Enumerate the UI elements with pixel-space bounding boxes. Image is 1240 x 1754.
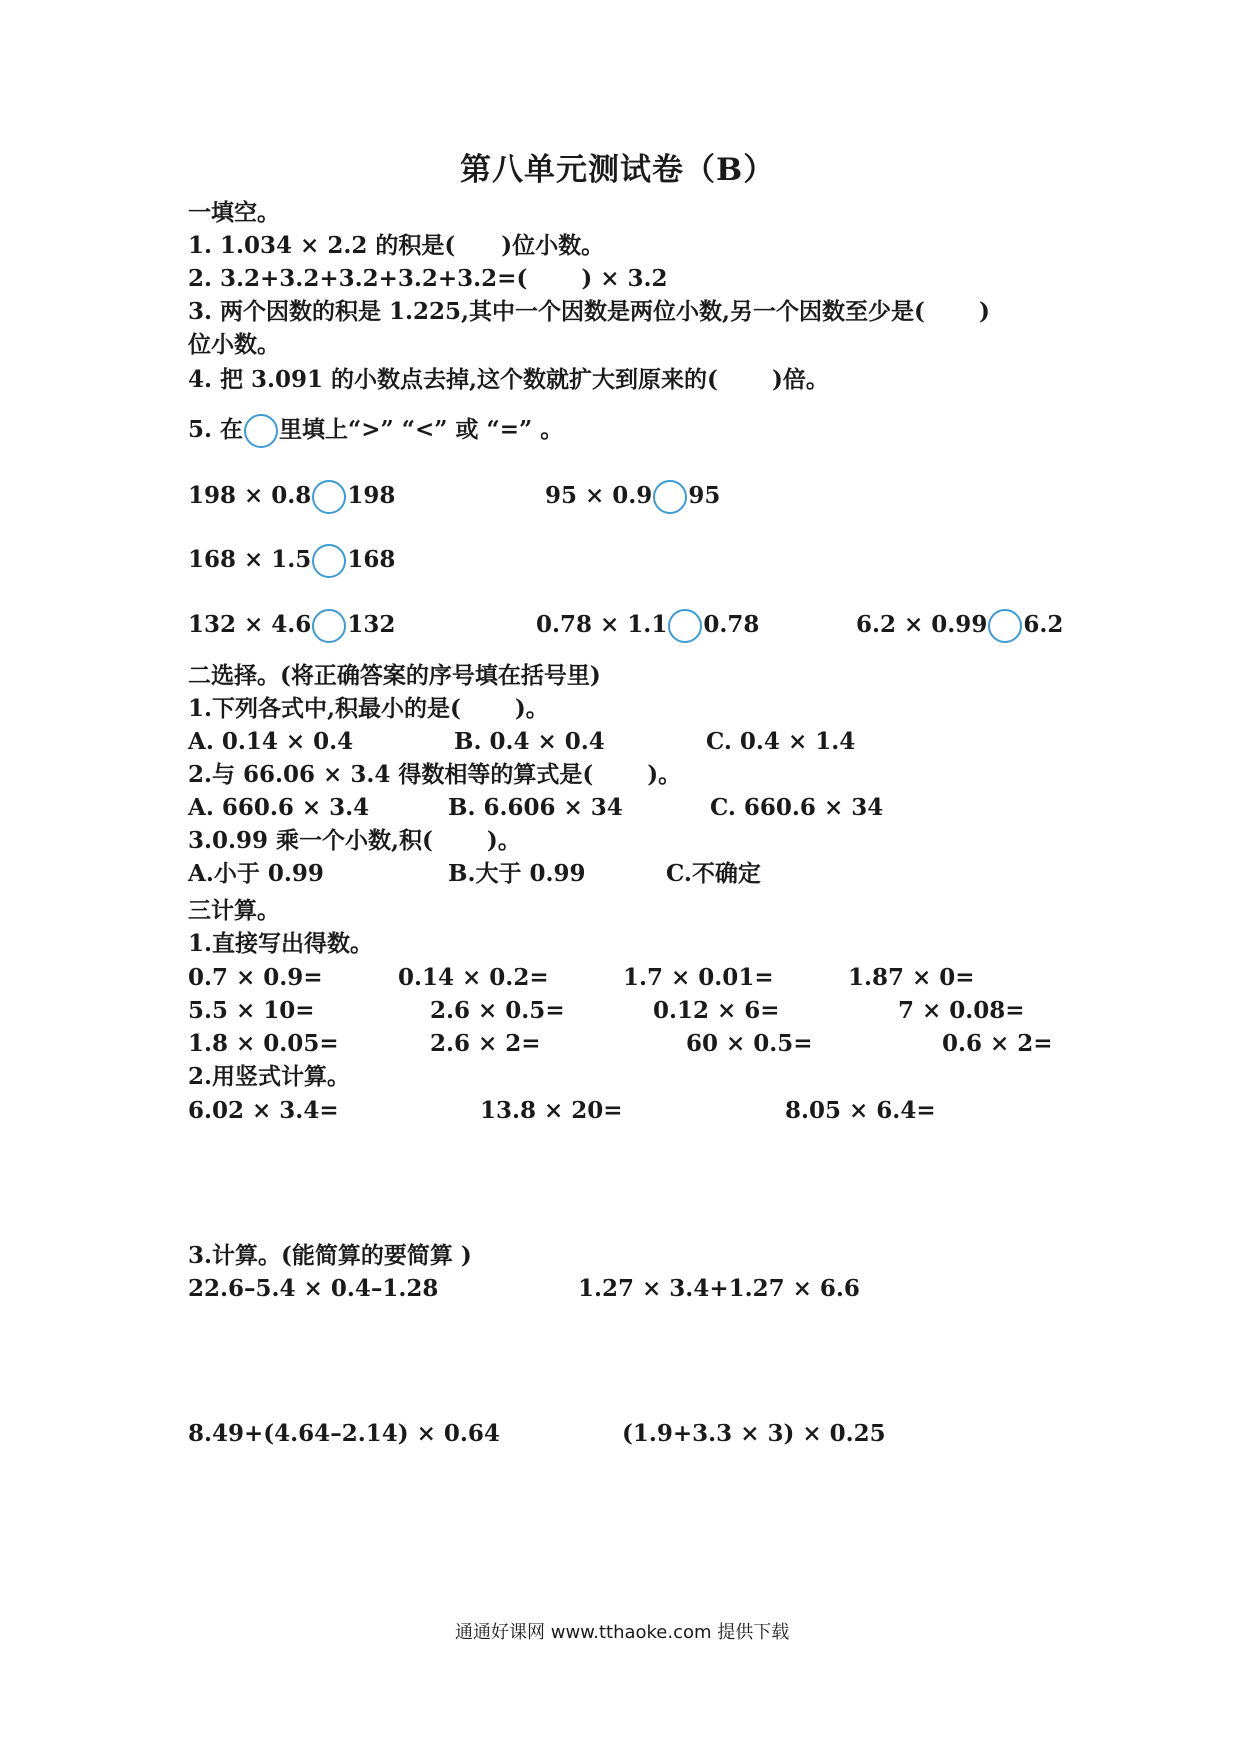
compare-right: 6.2 [1023, 611, 1064, 638]
compare-left: 6.2 × 0.99 [856, 611, 988, 638]
compare-item [856, 609, 1063, 643]
compare-right: 132 [347, 611, 396, 638]
compare-left: 0.78 × 1.1 [536, 611, 668, 638]
s1-question-3: 3. 两个因数的积是 1.225,其中一个因数是两位小数,另一个因数至少是( ) [188, 298, 990, 325]
s2-q1-option-a: A. 0.14 × 0.4 [188, 728, 354, 755]
s2-question-2: 2.与 66.06 × 3.4 得数相等的算式是( )。 [188, 761, 682, 788]
compare-circle-input[interactable] [312, 544, 346, 578]
compare-right: 0.78 [703, 611, 760, 638]
q5-prefix: 5. 在 [188, 416, 244, 443]
compare-circle-input[interactable] [653, 480, 687, 514]
compare-right: 168 [347, 546, 396, 573]
simplify-calc-item: 1.27 × 3.4+1.27 × 6.6 [578, 1275, 860, 1302]
oral-calc-item: 2.6 × 2= [430, 1030, 541, 1057]
s1-question-2: 2. 3.2+3.2+3.2+3.2+3.2=( ) × 3.2 [188, 265, 668, 292]
page-title: 第八单元测试卷（B） [460, 152, 776, 188]
s2-question-3: 3.0.99 乘一个小数,积( )。 [188, 827, 521, 854]
section-1-heading: 一填空。 [188, 199, 280, 226]
compare-circle-input[interactable] [312, 609, 346, 643]
s2-q3-option-b: B.大于 0.99 [448, 860, 586, 887]
oral-calc-item: 60 × 0.5= [686, 1030, 813, 1057]
oral-calc-item: 1.7 × 0.01= [623, 964, 774, 991]
vertical-calc-item: 8.05 × 6.4= [785, 1097, 936, 1124]
compare-item [188, 480, 395, 514]
compare-item [188, 609, 395, 643]
simplify-calc-item: 22.6–5.4 × 0.4–1.28 [188, 1275, 439, 1302]
s3-part-3-heading: 3.计算。(能简算的要简算 ) [188, 1242, 472, 1269]
oral-calc-item: 0.7 × 0.9= [188, 964, 323, 991]
oral-calc-item: 1.87 × 0= [848, 964, 975, 991]
compare-circle-input[interactable] [312, 480, 346, 514]
oral-calc-item: 0.14 × 0.2= [398, 964, 549, 991]
compare-left: 168 × 1.5 [188, 546, 312, 573]
s3-part-2-heading: 2.用竖式计算。 [188, 1063, 351, 1090]
s1-question-5 [188, 414, 563, 448]
q5-suffix: 里填上“>” “<” 或 “=” 。 [279, 416, 564, 443]
compare-right: 95 [688, 482, 721, 509]
compare-item [188, 544, 395, 578]
oral-calc-item: 7 × 0.08= [898, 997, 1025, 1024]
compare-left: 95 × 0.9 [545, 482, 653, 509]
s1-question-1: 1. 1.034 × 2.2 的积是( )位小数。 [188, 232, 605, 259]
oral-calc-item: 5.5 × 10= [188, 997, 315, 1024]
compare-right: 198 [347, 482, 396, 509]
section-3-heading: 三计算。 [188, 897, 280, 924]
s2-question-1: 1.下列各式中,积最小的是( )。 [188, 695, 549, 722]
s2-q1-option-c: C. 0.4 × 1.4 [706, 728, 856, 755]
oral-calc-item: 1.8 × 0.05= [188, 1030, 339, 1057]
simplify-calc-item: 8.49+(4.64–2.14) × 0.64 [188, 1420, 500, 1447]
compare-left: 198 × 0.8 [188, 482, 312, 509]
s3-part-1-heading: 1.直接写出得数。 [188, 930, 374, 957]
answer-circle-icon [244, 414, 278, 448]
vertical-calc-item: 6.02 × 3.4= [188, 1097, 339, 1124]
oral-calc-item: 0.12 × 6= [653, 997, 780, 1024]
s2-q3-option-c: C.不确定 [666, 860, 761, 887]
vertical-calc-item: 13.8 × 20= [480, 1097, 623, 1124]
s2-q2-option-c: C. 660.6 × 34 [710, 794, 884, 821]
s1-question-4: 4. 把 3.091 的小数点去掉,这个数就扩大到原来的( )倍。 [188, 366, 829, 393]
oral-calc-item: 0.6 × 2= [942, 1030, 1053, 1057]
compare-left: 132 × 4.6 [188, 611, 312, 638]
compare-circle-input[interactable] [668, 609, 702, 643]
simplify-calc-item: (1.9+3.3 × 3) × 0.25 [622, 1420, 886, 1447]
compare-circle-input[interactable] [988, 609, 1022, 643]
footer-watermark: 通通好课网 www.tthaoke.com 提供下载 [455, 1622, 790, 1643]
s2-q2-option-a: A. 660.6 × 3.4 [188, 794, 370, 821]
s1-question-3-cont: 位小数。 [188, 331, 280, 358]
s2-q3-option-a: A.小于 0.99 [188, 860, 324, 887]
compare-item [545, 480, 720, 514]
compare-item [536, 609, 759, 643]
s2-q1-option-b: B. 0.4 × 0.4 [454, 728, 605, 755]
s2-q2-option-b: B. 6.606 × 34 [448, 794, 623, 821]
section-2-heading: 二选择。(将正确答案的序号填在括号里) [188, 662, 601, 689]
oral-calc-item: 2.6 × 0.5= [430, 997, 565, 1024]
